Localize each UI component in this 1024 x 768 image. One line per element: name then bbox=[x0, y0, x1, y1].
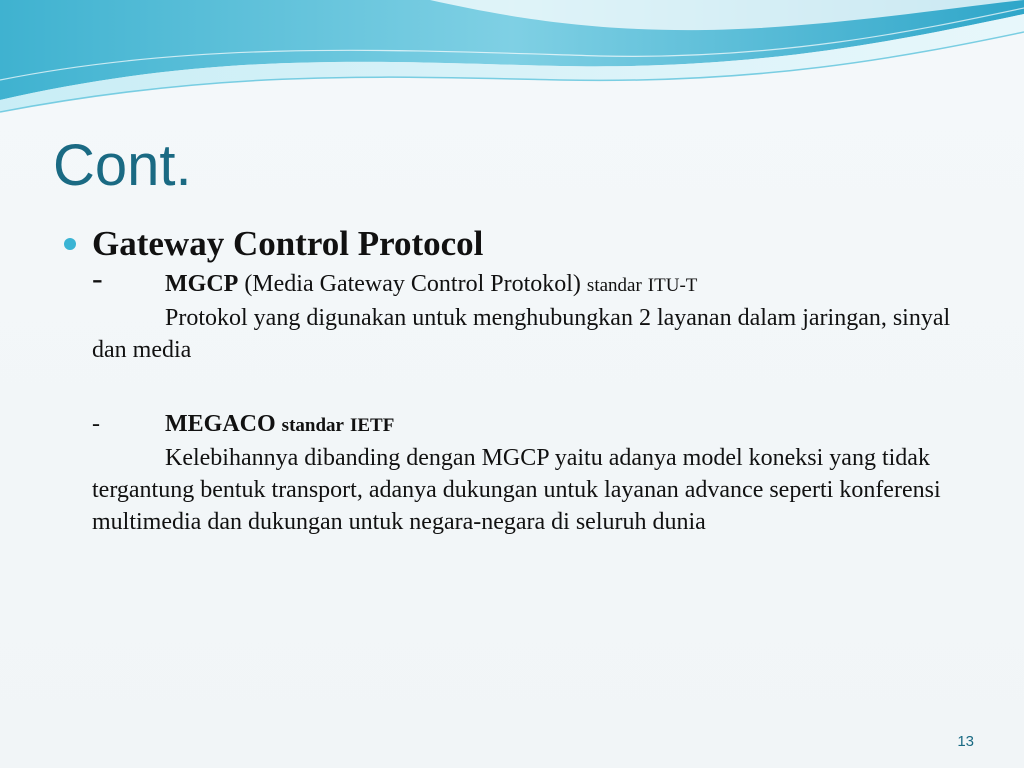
protocol-name: MGCP bbox=[165, 271, 239, 297]
slide-content bbox=[60, 222, 980, 538]
decorative-wave-header bbox=[0, 0, 1024, 130]
protocol-description: Protokol yang digunakan untuk menghubungkan 2 layanan dalam jaringan, sinyal dan media bbox=[92, 305, 951, 363]
sub-item-mgcp bbox=[92, 260, 980, 366]
dash-marker: - bbox=[92, 411, 100, 437]
bullet-dot-icon bbox=[64, 238, 76, 250]
sub-item-header bbox=[92, 260, 980, 302]
slide-title: Cont. bbox=[53, 133, 192, 198]
standard-name: IETF bbox=[349, 415, 395, 436]
dash-marker: - bbox=[92, 260, 103, 296]
standard-prefix: standar bbox=[281, 415, 344, 436]
standard-prefix: standar bbox=[586, 275, 642, 296]
protocol-expansion: (Media Gateway Control Protokol) bbox=[244, 271, 581, 297]
protocol-name: MEGACO bbox=[165, 411, 276, 437]
page-number: 13 bbox=[957, 733, 974, 750]
sub-item-label bbox=[165, 268, 697, 302]
sub-item-header bbox=[92, 408, 980, 442]
standard-name: ITU-T bbox=[647, 275, 698, 296]
bullet-item bbox=[60, 222, 980, 268]
sub-item-label bbox=[165, 408, 394, 442]
spacer bbox=[60, 366, 980, 408]
bullet-heading: Gateway Control Protocol bbox=[92, 224, 484, 263]
protocol-description: Kelebihannya dibanding dengan MGCP yaitu adanya model koneksi yang tidak tergantung bentuk transport, adanya dukungan untuk layanan advance seperti konferensi multimedia dan dukungan untuk negara-negara di seluruh dunia bbox=[92, 445, 941, 535]
sub-item-megaco bbox=[92, 408, 980, 538]
